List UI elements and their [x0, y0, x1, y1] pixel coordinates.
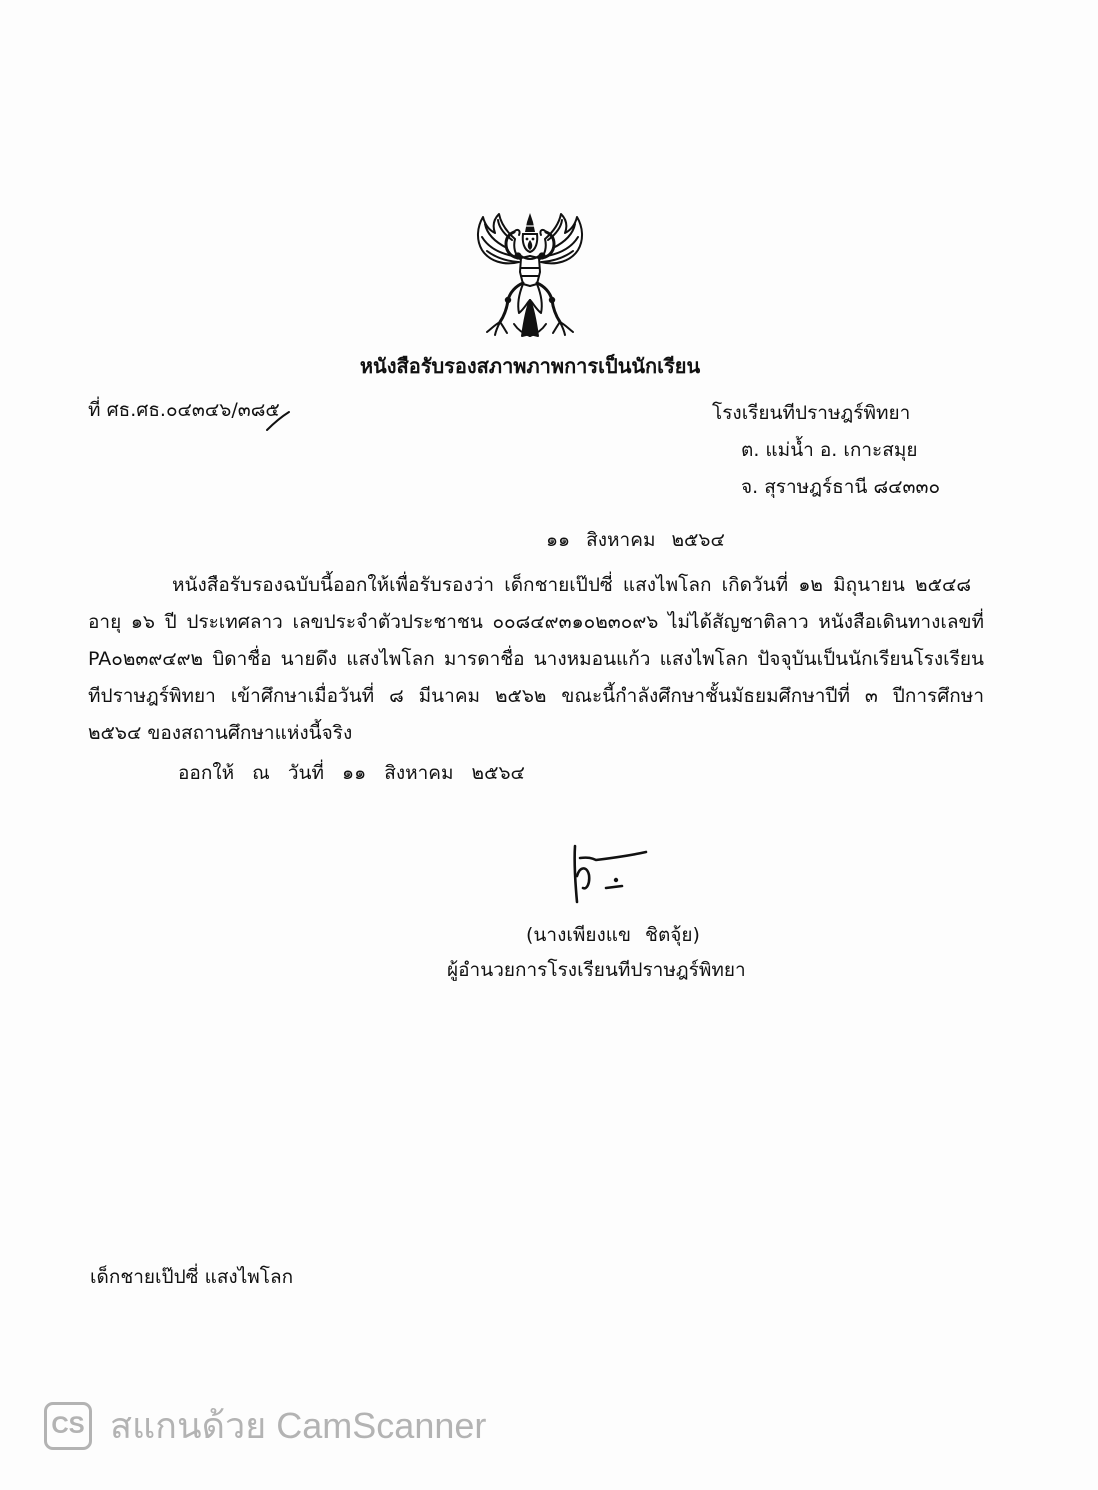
recipient-name: เด็กชายเป๊ปซี่ แสงไพโลก: [90, 1266, 294, 1288]
body-line: หนังสือรับรองฉบับนี้ออกให้เพื่อรับรองว่า เด็กชายเป๊ปซี่ แสงไพโลก เกิดวันที่ ๑๒ มิถุนายน ๒๕๔๘: [172, 574, 971, 596]
school-province-postcode: จ. สุราษฎร์ธานี ๘๔๓๓๐: [741, 476, 941, 498]
camscanner-badge-text: CS: [51, 1412, 85, 1439]
certificate-body: [88, 567, 984, 752]
pen-mark: [264, 409, 292, 433]
body-line: ทีปราษฎร์พิทยา เข้าศึกษาเมื่อวันที่ ๘ มีนาคม ๒๕๖๒ ขณะนี้กำลังศึกษาชั้นมัธยมศึกษาปีที่ ๓ ปีการศึกษา: [88, 685, 984, 707]
document-date: ๑๑ สิงหาคม ๒๕๖๔: [546, 529, 725, 551]
camscanner-watermark-text: สแกนด้วย CamScanner: [110, 1405, 487, 1446]
signature: [566, 842, 650, 908]
garuda-emblem-icon: [474, 212, 586, 342]
reference-number: ที่ ศธ.ศธ.๐๔๓๔๖/๓๘๕: [88, 399, 280, 421]
body-line: อายุ ๑๖ ปี ประเทศลาว เลขประจำตัวประชาชน ๐๐๘๔๙๓๑๐๒๓๐๙๖ ไม่ได้สัญชาติลาว หนังสือเดินทางเลขที่: [88, 611, 984, 633]
signatory-name: (นางเพียงแข ชิตจุ้ย): [526, 924, 700, 946]
document-title: หนังสือรับรองสภาพภาพการเป็นนักเรียน: [359, 354, 701, 378]
body-line: ๒๕๖๔ ของสถานศึกษาแห่งนี้จริง: [88, 722, 353, 744]
body-line: PA๐๒๓๙๔๙๒ บิดาชื่อ นายดึง แสงไพโลก มารดาชื่อ นางหมอนแก้ว แสงไพโลก ปัจจุบันเป็นนักเรียนโรงเรียน: [88, 648, 984, 670]
issued-date-line: ออกให้ ณ วันที่ ๑๑ สิงหาคม ๒๕๖๔: [178, 762, 525, 784]
school-name: โรงเรียนทีปราษฎร์พิทยา: [712, 402, 911, 424]
signatory-position: ผู้อำนวยการโรงเรียนทีปราษฎร์พิทยา: [447, 959, 746, 981]
camscanner-logo-icon: [44, 1402, 92, 1450]
school-subdistrict-district: ต. แม่น้ำ อ. เกาะสมุย: [741, 439, 918, 461]
